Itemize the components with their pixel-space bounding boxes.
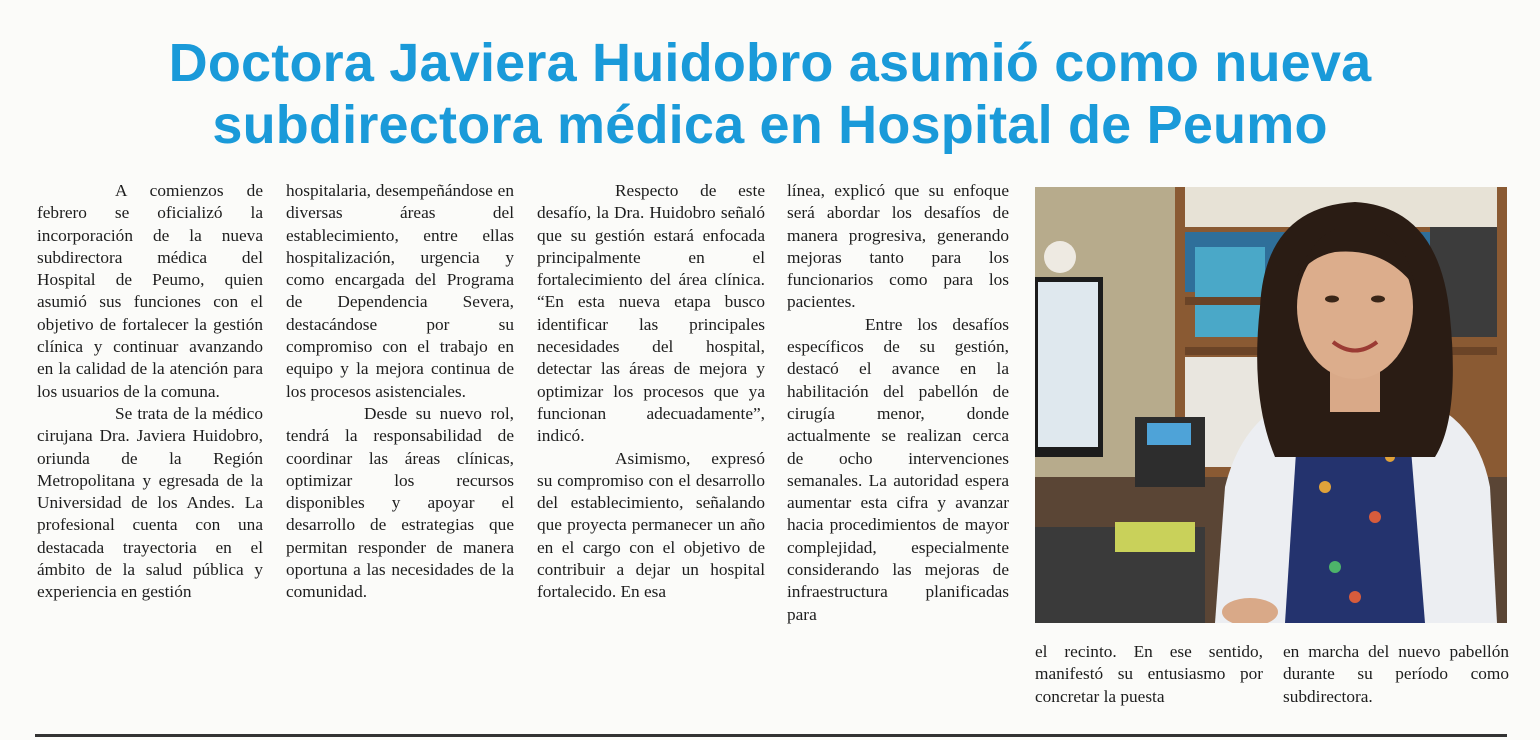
paragraph: Se trata de la médico cirujana Dra. Javiera Huidobro, oriunda de la Región Metropolitana y egresada de la Universidad de los Andes. La profesional cuenta con una destacada trayectoria en el ámbito de la salud pública y experiencia en gestión xyxy=(37,403,263,602)
paragraph: hospitalaria, desempeñándose en diversas áreas del establecimiento, entre ellas hospitalización, urgencia y como encargada del Programa de Dependencia Severa, destacándose por su compromiso con el trabajo en equipo y la mejora continua de los procesos asistenciales. xyxy=(286,181,514,401)
headline-line-1: Doctora Javiera Huidobro asumió como nueva xyxy=(168,33,1372,93)
paragraph: el recinto. En ese sentido, manifestó su entusiasmo por concretar la puesta xyxy=(1035,642,1263,706)
text-column-4 xyxy=(787,180,1009,626)
paragraph: Asimismo, expresó su compromiso con el desarrollo del establecimiento, señalando que proyecta permanecer un año en el cargo con el objetivo de contribuir a dejar un hospital fortalecido. En esa xyxy=(537,448,765,602)
paragraph: Entre los desafíos específicos de su gestión, destacó el avance en la habilitación del pabellón de cirugía menor, donde actualmente se realizan cerca de ocho intervenciones semanales. La autoridad espera aumentar esta cifra y avanzar hacia procedimientos de mayor complejidad, especialmente considerando las mejoras de infraestructura planificadas para xyxy=(787,314,1009,624)
doctor-portrait-image xyxy=(1035,187,1507,623)
paragraph: línea, explicó que su enfoque será abordar los desafíos de manera progresiva, generando mejoras tanto para los funcionarios como para los pacientes. xyxy=(787,181,1009,312)
article-headline xyxy=(20,32,1520,156)
text-column-3 xyxy=(537,180,765,604)
text-column-2 xyxy=(286,180,514,604)
paragraph: en marcha del nuevo pabellón durante su período como subdirectora. xyxy=(1283,642,1509,706)
text-column-6 xyxy=(1283,641,1509,708)
text-column-1 xyxy=(37,180,263,604)
headline-line-2: subdirectora médica en Hospital de Peumo xyxy=(212,95,1328,155)
text-column-5 xyxy=(1035,641,1263,708)
paragraph: Respecto de este desafío, la Dra. Huidobro señaló que su gestión estará enfocada principalmente en el fortalecimiento del área clínica. “En esta nueva etapa busco identificar las principales necesidades del hospital, detectar las áreas de mejora y optimizar los procesos que ya funcionan adecuadamente”, indicó. xyxy=(537,181,765,446)
article-photo xyxy=(1035,187,1507,623)
paragraph: A comienzos de febrero se oficializó la incorporación de la nueva subdirectora médica del Hospital de Peumo, quien asumió sus funciones con el objetivo de fortalecer la gestión clínica y continuar avanzando en la calidad de la atención para los usuarios de la comuna. xyxy=(37,181,263,401)
bottom-divider xyxy=(35,734,1507,737)
paragraph: Desde su nuevo rol, tendrá la responsabilidad de coordinar las áreas clínicas, optimizar los recursos disponibles y apoyar el desarrollo de estrategias que permitan responder de manera oportuna a las necesidades de la comunidad. xyxy=(286,403,514,602)
